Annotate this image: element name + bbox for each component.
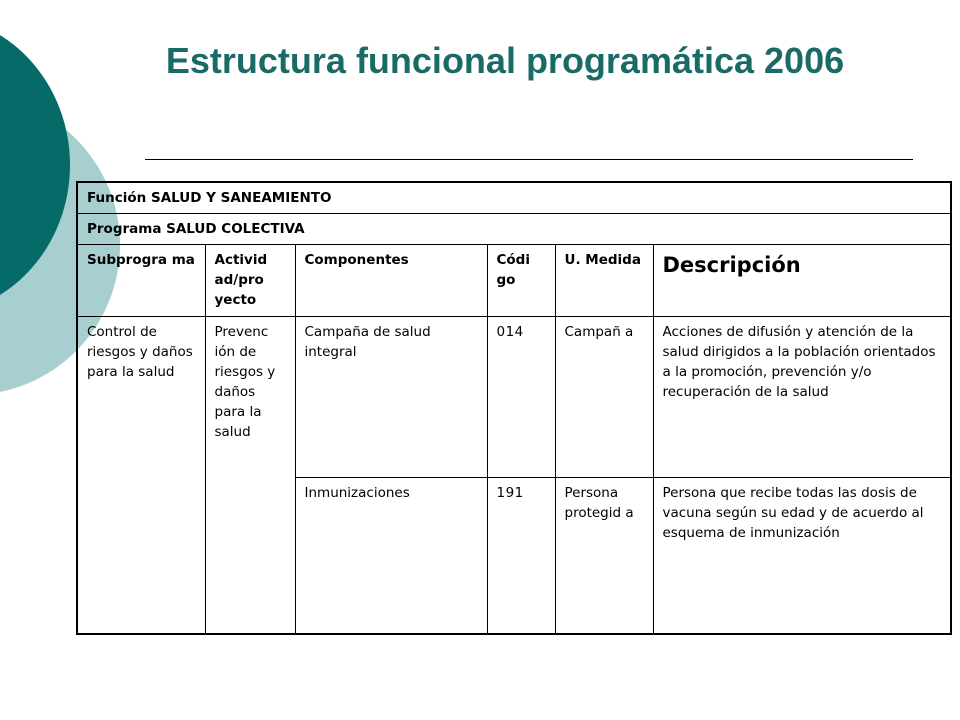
medida-cell: Campañ a xyxy=(555,317,653,478)
function-cell: Función SALUD Y SANEAMIENTO xyxy=(77,182,951,214)
codigo-cell: 191 xyxy=(487,478,555,635)
function-row xyxy=(77,182,951,214)
descripcion-cell: Acciones de difusión y atención de la salud dirigidos a la población orientados a la promoción, prevención y/o recuperación de la salud xyxy=(653,317,951,478)
slide-title: Estructura funcional programática 2006 xyxy=(165,40,845,81)
actividad-cell: Prevenc ión de riesgos y daños para la salud xyxy=(205,317,295,635)
header-medida: U. Medida xyxy=(555,245,653,317)
header-actividad: Activid ad/pro yecto xyxy=(205,245,295,317)
codigo-cell: 014 xyxy=(487,317,555,478)
header-subprograma: Subprogra ma xyxy=(77,245,205,317)
componente-cell: Campaña de salud integral xyxy=(295,317,487,478)
componente-cell: Inmunizaciones xyxy=(295,478,487,635)
header-codigo: Códi go xyxy=(487,245,555,317)
program-structure-table xyxy=(76,181,952,635)
header-descripcion: Descripción xyxy=(653,245,951,317)
program-row xyxy=(77,214,951,245)
subprograma-cell: Control de riesgos y daños para la salud xyxy=(77,317,205,635)
title-divider xyxy=(145,159,913,160)
header-row xyxy=(77,245,951,317)
table-row xyxy=(77,317,951,478)
descripcion-cell: Persona que recibe todas las dosis de vacuna según su edad y de acuerdo al esquema de inmunización xyxy=(653,478,951,635)
program-cell: Programa SALUD COLECTIVA xyxy=(77,214,951,245)
medida-cell: Persona protegid a xyxy=(555,478,653,635)
header-componentes: Componentes xyxy=(295,245,487,317)
